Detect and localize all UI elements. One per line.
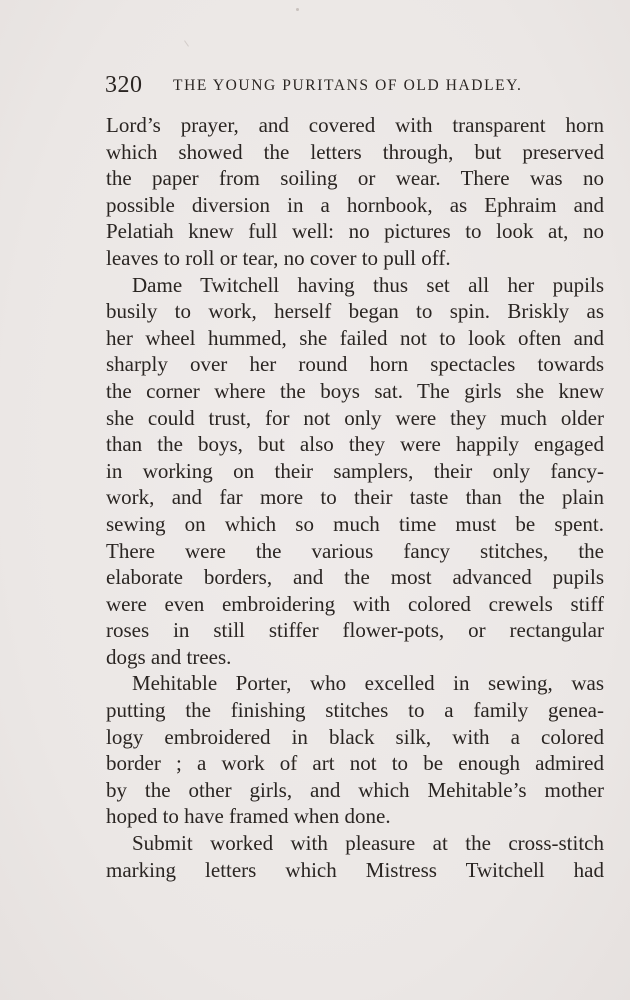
text-line: than the boys, but also they were happily engaged xyxy=(106,432,604,457)
text-line: which showed the letters through, but preserved xyxy=(106,139,604,164)
text-line: elaborate borders, and the most advanced pupils xyxy=(106,565,604,590)
page-number: 320 xyxy=(105,72,143,98)
paper-mark xyxy=(184,40,189,46)
body-text xyxy=(106,112,604,883)
text-line: logy embroidered in black silk, with a colored xyxy=(106,724,604,749)
text-line: Pelatiah knew full well: no pictures to look at, no xyxy=(106,219,604,244)
text-line: leaves to roll or tear, no cover to pull off. xyxy=(106,245,451,270)
text-line: the paper from soiling or wear. There was no xyxy=(106,166,604,191)
text-line: were even embroidering with colored crewels stiff xyxy=(106,591,604,616)
running-head xyxy=(105,70,535,100)
text-line: work, and far more to their taste than the plain xyxy=(106,485,604,510)
text-line: the corner where the boys sat. The girls she knew xyxy=(106,378,604,403)
text-line: sharply over her round horn spectacles towards xyxy=(106,352,604,377)
text-line: busily to work, herself began to spin. Briskly as xyxy=(106,299,604,324)
paragraph-start-line: Dame Twitchell having thus set all her pupils xyxy=(132,272,604,297)
text-line: There were the various fancy stitches, the xyxy=(106,538,604,563)
paper-speck xyxy=(296,8,299,11)
text-line: roses in still stiffer flower-pots, or rectangular xyxy=(106,618,604,643)
text-line: sewing on which so much time must be spent. xyxy=(106,511,604,536)
paragraph-start-line: Submit worked with pleasure at the cross-stitch xyxy=(132,831,604,856)
text-line: Lord’s prayer, and covered with transparent horn xyxy=(106,113,604,137)
running-title: THE YOUNG PURITANS OF OLD HADLEY. xyxy=(173,77,523,94)
text-line: dogs and trees. xyxy=(106,644,232,669)
text-line: hoped to have framed when done. xyxy=(106,804,391,829)
text-line: by the other girls, and which Mehitable’s mother xyxy=(106,777,604,802)
text-line: possible diversion in a hornbook, as Ephraim and xyxy=(106,192,604,217)
text-line: border ; a work of art not to be enough admired xyxy=(106,751,604,776)
text-line: in working on their samplers, their only fancy- xyxy=(106,458,604,483)
text-line: putting the finishing stitches to a family genea- xyxy=(106,698,604,723)
text-line: marking letters which Mistress Twitchell had xyxy=(106,857,604,882)
text-line: she could trust, for not only were they much older xyxy=(106,405,604,430)
paragraph-start-line: Mehitable Porter, who excelled in sewing, was xyxy=(132,671,604,696)
text-line: her wheel hummed, she failed not to look often and xyxy=(106,325,604,350)
